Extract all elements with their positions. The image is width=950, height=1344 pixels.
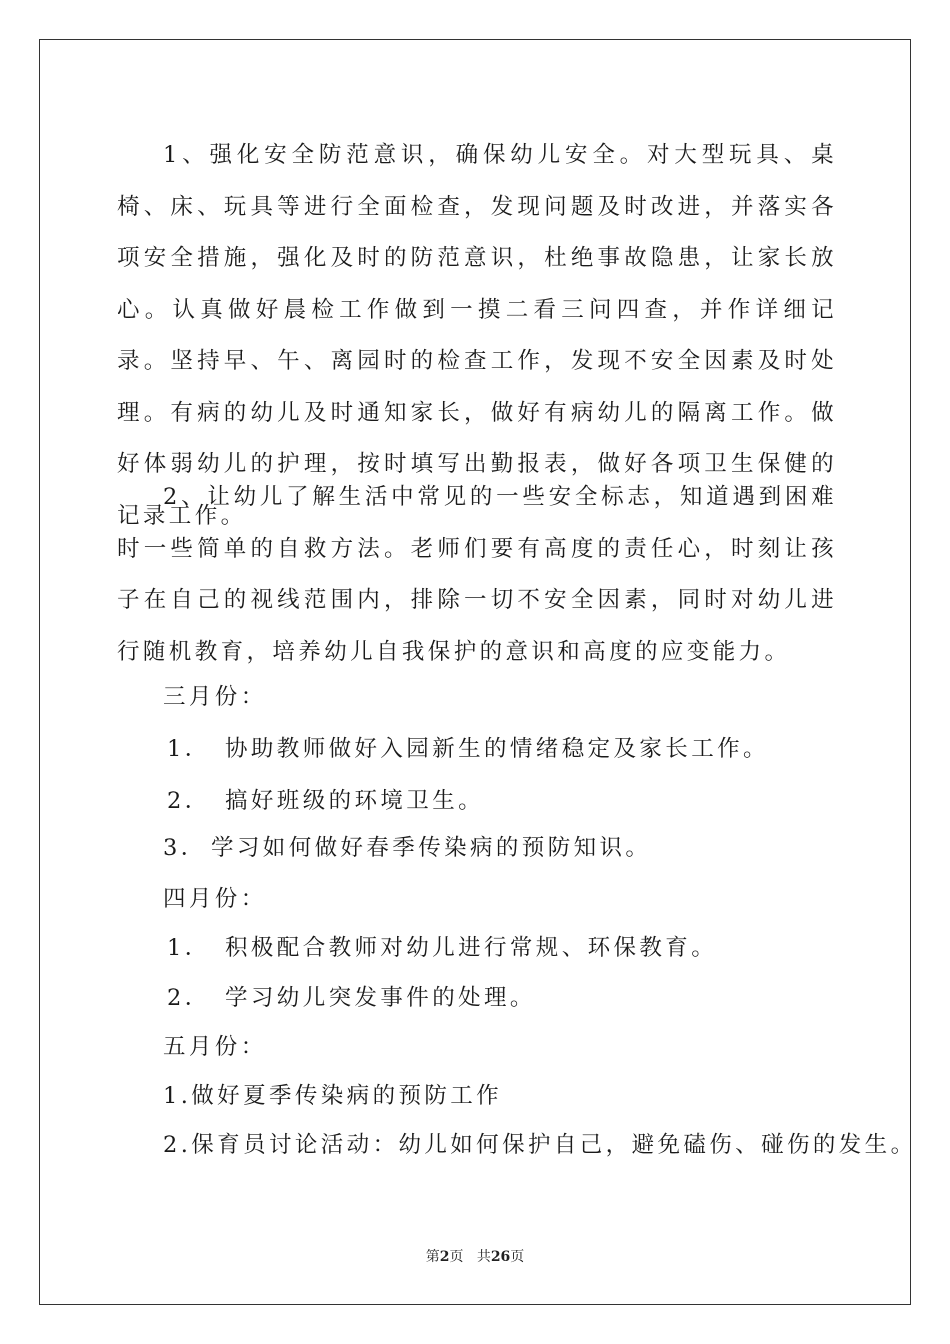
heading-march: 三月份： bbox=[163, 684, 267, 710]
list-item-text: 协助教师做好入园新生的情绪稳定及家长工作。 bbox=[225, 736, 769, 762]
page-footer bbox=[0, 1246, 950, 1266]
list-item-number: 2. bbox=[163, 1132, 192, 1158]
list-item-number: 1. bbox=[163, 1083, 192, 1109]
list-item-number: 2． bbox=[167, 788, 211, 814]
list-item-text: 积极配合教师对幼儿进行常规、环保教育。 bbox=[225, 935, 718, 961]
heading-may: 五月份： bbox=[163, 1034, 267, 1060]
list-item bbox=[163, 786, 484, 816]
total-label: 共 bbox=[476, 1249, 491, 1265]
total-unit: 页 bbox=[510, 1249, 525, 1265]
list-item bbox=[163, 983, 536, 1013]
list-item-text: 做好夏季传染病的预防工作 bbox=[191, 1083, 503, 1109]
list-item-text: 搞好班级的环境卫生。 bbox=[225, 788, 485, 814]
paragraph-safety-awareness: 1、强化安全防范意识，确保幼儿安全。对大型玩具、桌椅、床、玩具等进行全面检查，发现问题及时改进，并落实各项安全措施，强化及时的防范意识，杜绝事故隐患，让家长放心。认真做好晨检工作做到一摸二看三问四查，并作详细记录。坚持早、午、离园时的检查工作，发现不安全因素及时处理。有病的幼儿及时通知家长，做好有病幼儿的隔离工作。做好体弱幼儿的护理，按时填写出勤报表，做好各项卫生保健的记录工作。 bbox=[117, 142, 837, 529]
heading-april: 四月份： bbox=[163, 886, 267, 912]
list-item bbox=[163, 833, 651, 863]
list-item-number: 1． bbox=[167, 736, 211, 762]
page-unit: 页 bbox=[449, 1249, 464, 1265]
list-item bbox=[163, 933, 717, 963]
list-item bbox=[163, 734, 769, 764]
list-item-number: 3． bbox=[163, 835, 207, 861]
page-total: 26 bbox=[490, 1249, 511, 1265]
list-item-text: 学习幼儿突发事件的处理。 bbox=[225, 985, 536, 1011]
list-item-number: 2． bbox=[167, 985, 211, 1011]
list-item-text: 保育员讨论活动：幼儿如何保护自己，避免磕伤、碰伤的发生。 bbox=[191, 1132, 917, 1158]
page-label: 第 bbox=[425, 1249, 440, 1265]
paragraph-safety-signs: 2、让幼儿了解生活中常见的一些安全标志，知道遇到困难时一些简单的自救方法。老师们要有高度的责任心，时刻让孩子在自己的视线范围内，排除一切不安全因素，同时对幼儿进行随机教育，培养幼儿自我保护的意识和高度的应变能力。 bbox=[117, 484, 837, 665]
list-item bbox=[163, 1130, 916, 1160]
list-item-number: 1． bbox=[167, 935, 211, 961]
list-item bbox=[163, 1081, 502, 1111]
list-item-text: 学习如何做好春季传染病的预防知识。 bbox=[211, 835, 652, 861]
page-number: 2 bbox=[439, 1249, 450, 1265]
